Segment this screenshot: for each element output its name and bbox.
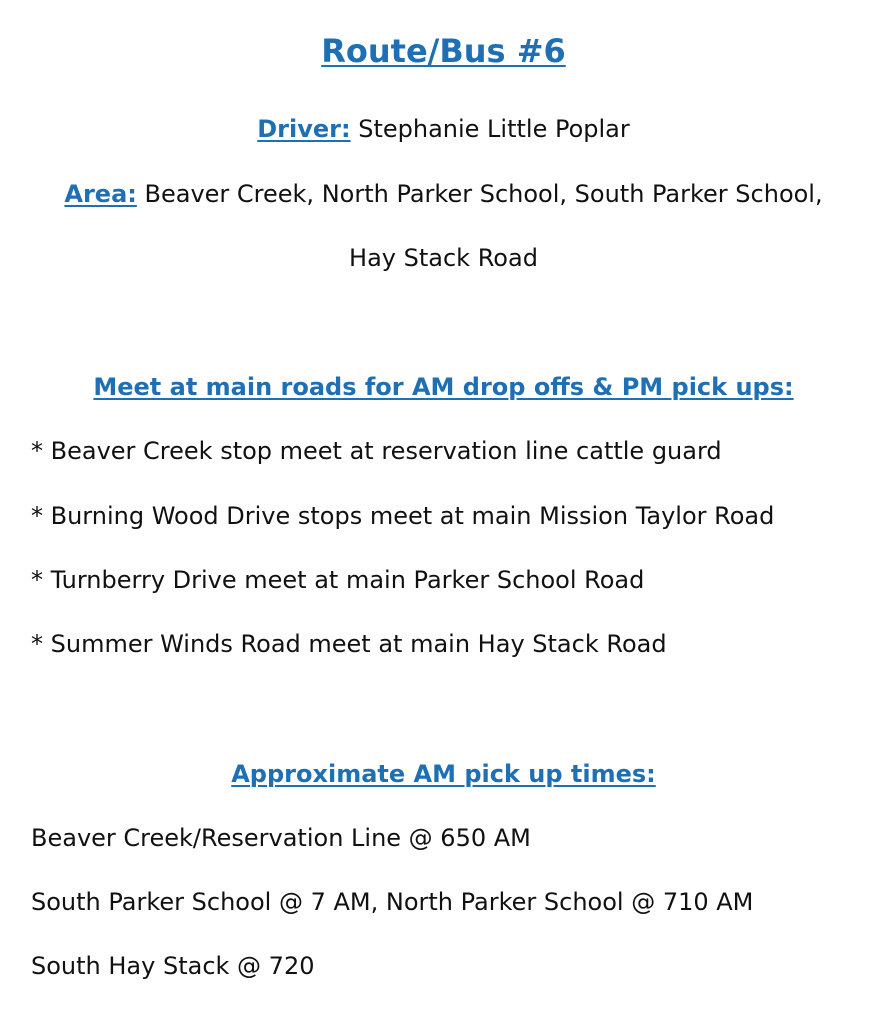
pickup-time-item: South Parker School @ 7 AM, North Parker School @ 710 AM: [31, 888, 754, 916]
list-item: * Burning Wood Drive stops meet at main Mission Taylor Road: [31, 502, 775, 530]
times-section-heading: Approximate AM pick up times:: [231, 760, 656, 788]
list-item: * Summer Winds Road meet at main Hay Stack Road: [31, 630, 667, 658]
area-value: Beaver Creek, North Parker School, South Parker School,: [144, 180, 823, 208]
pickup-time-item: Beaver Creek/Reservation Line @ 650 AM: [31, 824, 531, 852]
driver-label: Driver:: [257, 115, 351, 143]
area-line: [0, 178, 887, 210]
page-title: Route/Bus #6: [321, 32, 566, 70]
driver-line: [0, 113, 887, 145]
pickup-time-item: South Hay Stack @ 720: [31, 952, 315, 980]
list-item: * Beaver Creek stop meet at reservation line cattle guard: [31, 437, 722, 465]
area-value-continued: Hay Stack Road: [349, 244, 538, 272]
area-label: Area:: [64, 180, 137, 208]
driver-value: Stephanie Little Poplar: [358, 115, 630, 143]
meet-section-heading: Meet at main roads for AM drop offs & PM pick ups:: [93, 373, 794, 401]
list-item: * Turnberry Drive meet at main Parker School Road: [31, 566, 645, 594]
